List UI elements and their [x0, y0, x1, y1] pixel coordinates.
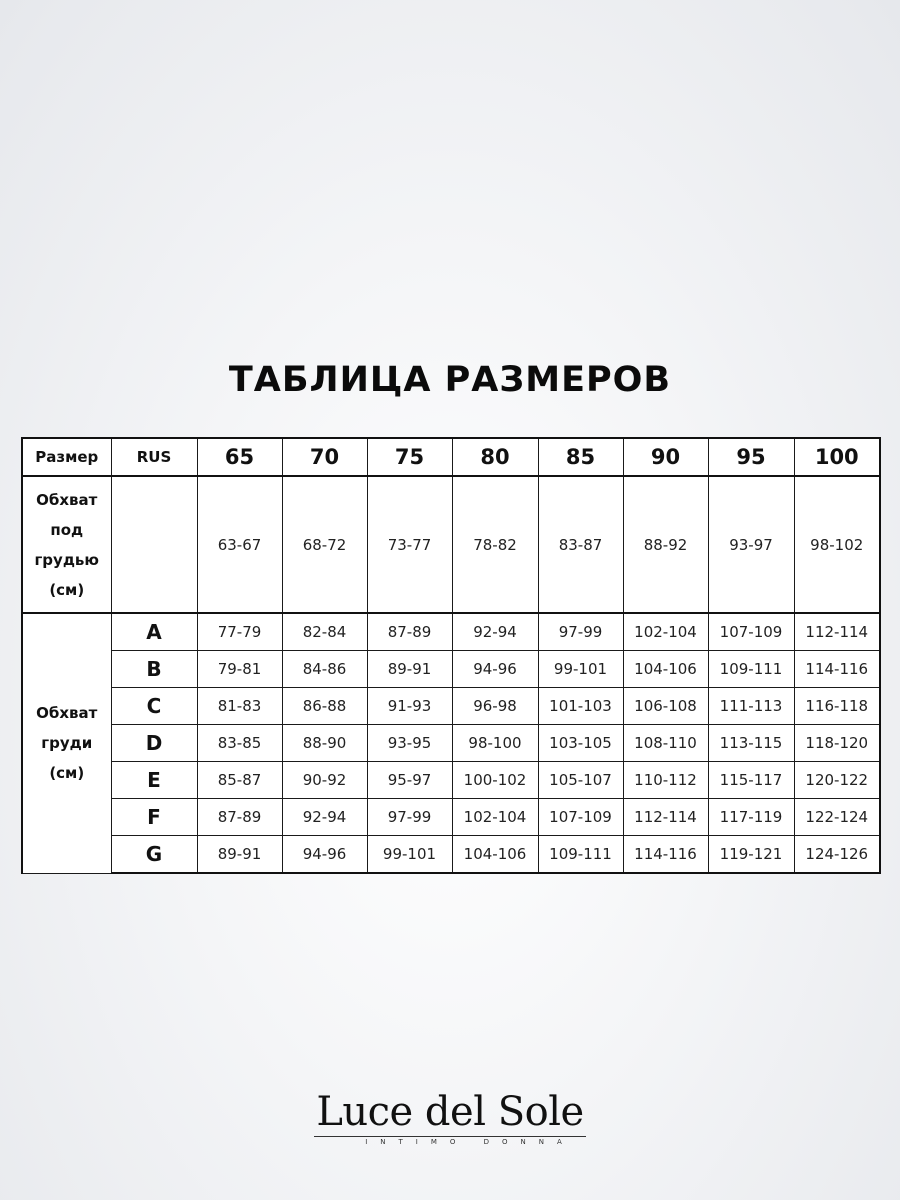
bust-value-cell: 112-114 — [794, 613, 880, 651]
bust-row — [22, 725, 880, 762]
bust-value-cell: 98-100 — [452, 725, 538, 762]
header-system-label: RUS — [111, 438, 197, 476]
underbust-value-cell: 78-82 — [452, 476, 538, 613]
bust-value-cell: 94-96 — [282, 836, 367, 874]
bust-value-cell: 104-106 — [452, 836, 538, 874]
bust-value-cell: 93-95 — [367, 725, 452, 762]
cup-cell: D — [111, 725, 197, 762]
brand-name: Luce del Sole — [316, 1089, 584, 1135]
bust-value-cell: 120-122 — [794, 762, 880, 799]
header-size-cell: 90 — [623, 438, 708, 476]
bust-row — [22, 762, 880, 799]
underbust-value-cell: 73-77 — [367, 476, 452, 613]
header-size-cell: 75 — [367, 438, 452, 476]
bust-row — [22, 836, 880, 874]
bust-value-cell: 118-120 — [794, 725, 880, 762]
cup-cell: A — [111, 613, 197, 651]
bust-value-cell: 114-116 — [794, 651, 880, 688]
underbust-value-cell: 63-67 — [197, 476, 282, 613]
bust-value-cell: 97-99 — [538, 613, 623, 651]
brand-logo — [0, 1088, 900, 1146]
bust-value-cell: 113-115 — [708, 725, 794, 762]
bust-value-cell: 107-109 — [708, 613, 794, 651]
header-size-cell: 70 — [282, 438, 367, 476]
underbust-value-cell: 98-102 — [794, 476, 880, 613]
bust-value-cell: 116-118 — [794, 688, 880, 725]
bust-value-cell: 89-91 — [197, 836, 282, 874]
bust-value-cell: 117-119 — [708, 799, 794, 836]
cup-cell: G — [111, 836, 197, 874]
bust-value-cell: 99-101 — [367, 836, 452, 874]
bust-value-cell: 108-110 — [623, 725, 708, 762]
bust-value-cell: 92-94 — [452, 613, 538, 651]
bust-value-cell: 77-79 — [197, 613, 282, 651]
bust-value-cell: 111-113 — [708, 688, 794, 725]
bust-value-cell: 88-90 — [282, 725, 367, 762]
bust-row — [22, 688, 880, 725]
bust-value-cell: 102-104 — [452, 799, 538, 836]
cup-cell: F — [111, 799, 197, 836]
bust-value-cell: 87-89 — [367, 613, 452, 651]
bust-value-cell: 99-101 — [538, 651, 623, 688]
bust-row — [22, 651, 880, 688]
bust-value-cell: 94-96 — [452, 651, 538, 688]
bust-label-line: (см) — [49, 764, 85, 783]
bust-value-cell: 82-84 — [282, 613, 367, 651]
header-size-cell: 100 — [794, 438, 880, 476]
underbust-value-cell: 88-92 — [623, 476, 708, 613]
underbust-label-line: под — [50, 520, 84, 539]
bust-value-cell: 95-97 — [367, 762, 452, 799]
bust-value-cell: 105-107 — [538, 762, 623, 799]
bust-value-cell: 89-91 — [367, 651, 452, 688]
bust-value-cell: 110-112 — [623, 762, 708, 799]
bust-value-cell: 97-99 — [367, 799, 452, 836]
underbust-value-cell: 68-72 — [282, 476, 367, 613]
cup-cell: C — [111, 688, 197, 725]
header-row — [22, 438, 880, 476]
bust-value-cell: 104-106 — [623, 651, 708, 688]
bust-value-cell: 96-98 — [452, 688, 538, 725]
bust-value-cell: 115-117 — [708, 762, 794, 799]
cup-cell: B — [111, 651, 197, 688]
bust-value-cell: 84-86 — [282, 651, 367, 688]
bust-value-cell: 91-93 — [367, 688, 452, 725]
bust-value-cell: 83-85 — [197, 725, 282, 762]
bust-value-cell: 122-124 — [794, 799, 880, 836]
bust-value-cell: 79-81 — [197, 651, 282, 688]
bust-label-line: груди — [41, 734, 93, 753]
bust-value-cell: 124-126 — [794, 836, 880, 874]
header-size-cell: 80 — [452, 438, 538, 476]
bust-value-cell: 107-109 — [538, 799, 623, 836]
underbust-label — [22, 476, 111, 613]
bust-value-cell: 87-89 — [197, 799, 282, 836]
cup-cell: E — [111, 762, 197, 799]
page-title: ТАБЛИЦА РАЗМЕРОВ — [228, 360, 672, 400]
bust-value-cell: 85-87 — [197, 762, 282, 799]
bust-value-cell: 86-88 — [282, 688, 367, 725]
header-size-cell: 95 — [708, 438, 794, 476]
bust-value-cell: 100-102 — [452, 762, 538, 799]
bust-value-cell: 90-92 — [282, 762, 367, 799]
bust-value-cell: 102-104 — [623, 613, 708, 651]
underbust-label-line: (см) — [49, 580, 85, 599]
underbust-label-line: грудью — [34, 550, 100, 569]
underbust-empty-cell — [111, 476, 197, 613]
bust-value-cell: 112-114 — [623, 799, 708, 836]
bust-value-cell: 106-108 — [623, 688, 708, 725]
header-size-cell: 85 — [538, 438, 623, 476]
header-size-label: Размер — [22, 438, 111, 476]
underbust-row — [22, 476, 880, 613]
brand-subtitle: INTIMO DONNA — [365, 1138, 575, 1146]
bust-value-cell: 109-111 — [708, 651, 794, 688]
bust-value-cell: 109-111 — [538, 836, 623, 874]
bust-value-cell: 101-103 — [538, 688, 623, 725]
underbust-value-cell: 93-97 — [708, 476, 794, 613]
bust-label-line: Обхват — [36, 704, 98, 723]
bust-value-cell: 92-94 — [282, 799, 367, 836]
underbust-value-cell: 83-87 — [538, 476, 623, 613]
size-table — [21, 437, 881, 874]
underbust-label-line: Обхват — [36, 490, 98, 509]
bust-row — [22, 799, 880, 836]
header-size-cell: 65 — [197, 438, 282, 476]
bust-value-cell: 103-105 — [538, 725, 623, 762]
bust-row — [22, 613, 880, 651]
bust-value-cell: 119-121 — [708, 836, 794, 874]
bust-value-cell: 114-116 — [623, 836, 708, 874]
bust-value-cell: 81-83 — [197, 688, 282, 725]
bust-label — [22, 613, 111, 873]
